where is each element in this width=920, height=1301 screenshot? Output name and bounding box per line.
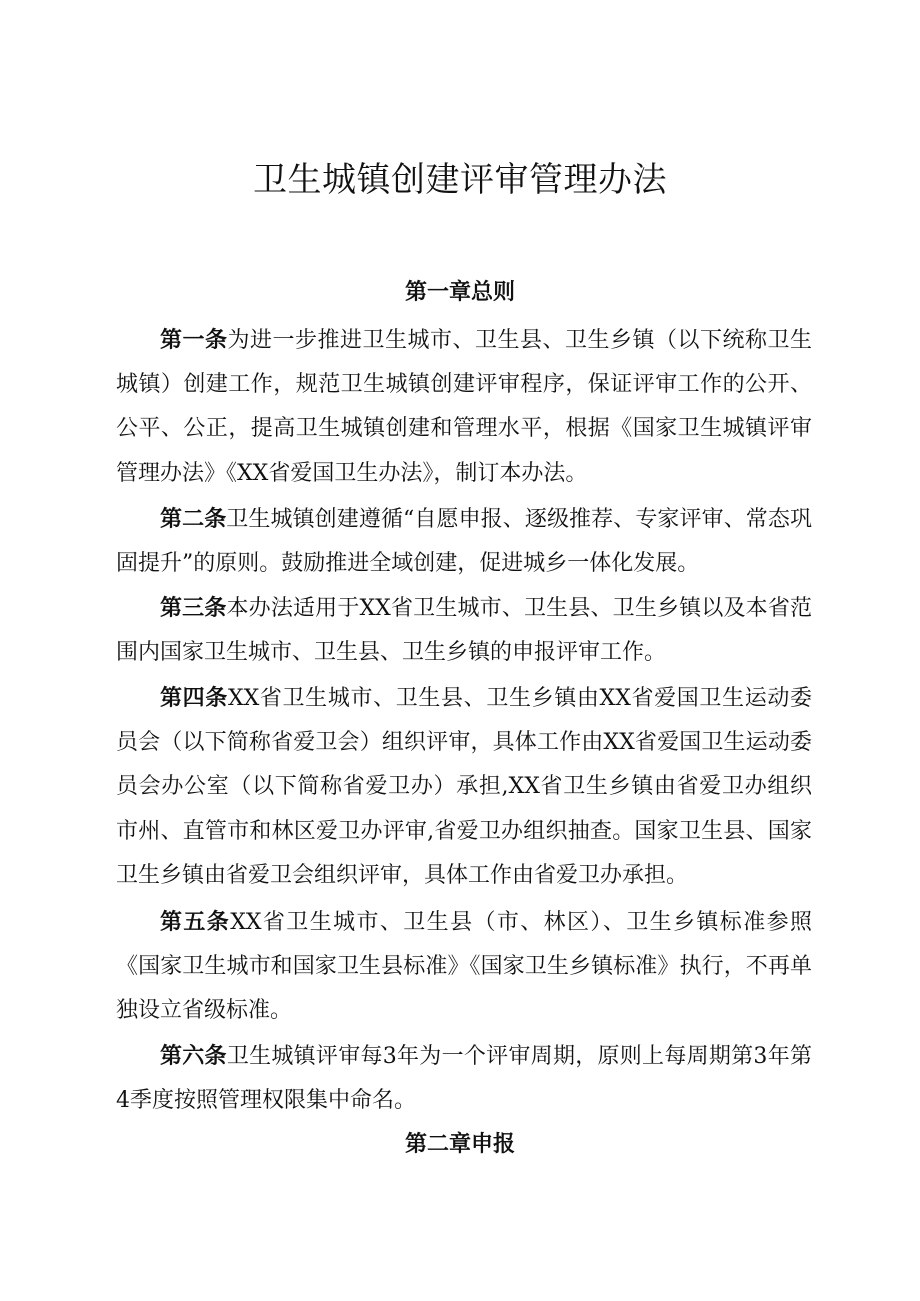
article-3	[116, 586, 812, 675]
article-6-label: 第六条	[160, 1043, 227, 1069]
article-3-text: 本办法适用于XX省卫生城市、卫生县、卫生乡镇以及本省范围内国家卫生城市、卫生县、卫生乡镇的申报评审工作。	[116, 596, 812, 666]
article-6	[116, 1034, 812, 1123]
article-2	[116, 497, 812, 586]
article-1-label: 第一条	[160, 327, 228, 353]
document-title: 卫生城镇创建评审管理办法	[253, 160, 667, 200]
chapter-heading-application: 第二章申报	[404, 1131, 515, 1157]
article-5-text: XX省卫生城市、卫生县（市、林区）、卫生乡镇标准参照《国家卫生城市和国家卫生县标准》《国家卫生乡镇标准》执行，不再单独设立省级标准。	[116, 910, 812, 1024]
article-4-text: XX省卫生城市、卫生县、卫生乡镇由XX省爱国卫生运动委员会（以下简称省爱卫会）组织评审，具体工作由XX省爱国卫生运动委员会办公室（以下简称省爱卫办）承担,XX省卫生乡镇由省爱卫办组织市州、直管市和林区爱卫办评审,省爱卫办组织抽查。国家卫生县、国家卫生乡镇由省爱卫会组织评审，具体工作由省爱卫办承担。	[116, 686, 812, 888]
article-5-label: 第五条	[160, 909, 231, 935]
article-4-label: 第四条	[160, 685, 228, 711]
article-5	[116, 900, 812, 1034]
article-1-text: 为进一步推进卫生城市、卫生县、卫生乡镇（以下统称卫生城镇）创建工作，规范卫生城镇创建评审程序，保证评审工作的公开、公平、公正，提高卫生城镇创建和管理水平，根据《国家卫生城镇评审管理办法》《XX省爱国卫生办法》，制订本办法。	[116, 328, 812, 486]
article-6-text: 卫生城镇评审每3年为一个评审周期，原则上每周期第3年第4季度按照管理权限集中命名。	[116, 1044, 812, 1114]
article-2-text: 卫生城镇创建遵循“自愿申报、逐级推荐、专家评审、常态巩固提升”的原则。鼓励推进全域创建，促进城乡一体化发展。	[116, 507, 812, 577]
article-1	[116, 318, 812, 496]
chapter-heading-general-provisions: 第一章总则	[404, 279, 515, 305]
article-2-label: 第二条	[160, 506, 227, 532]
article-4	[116, 676, 812, 898]
article-3-label: 第三条	[160, 595, 227, 621]
